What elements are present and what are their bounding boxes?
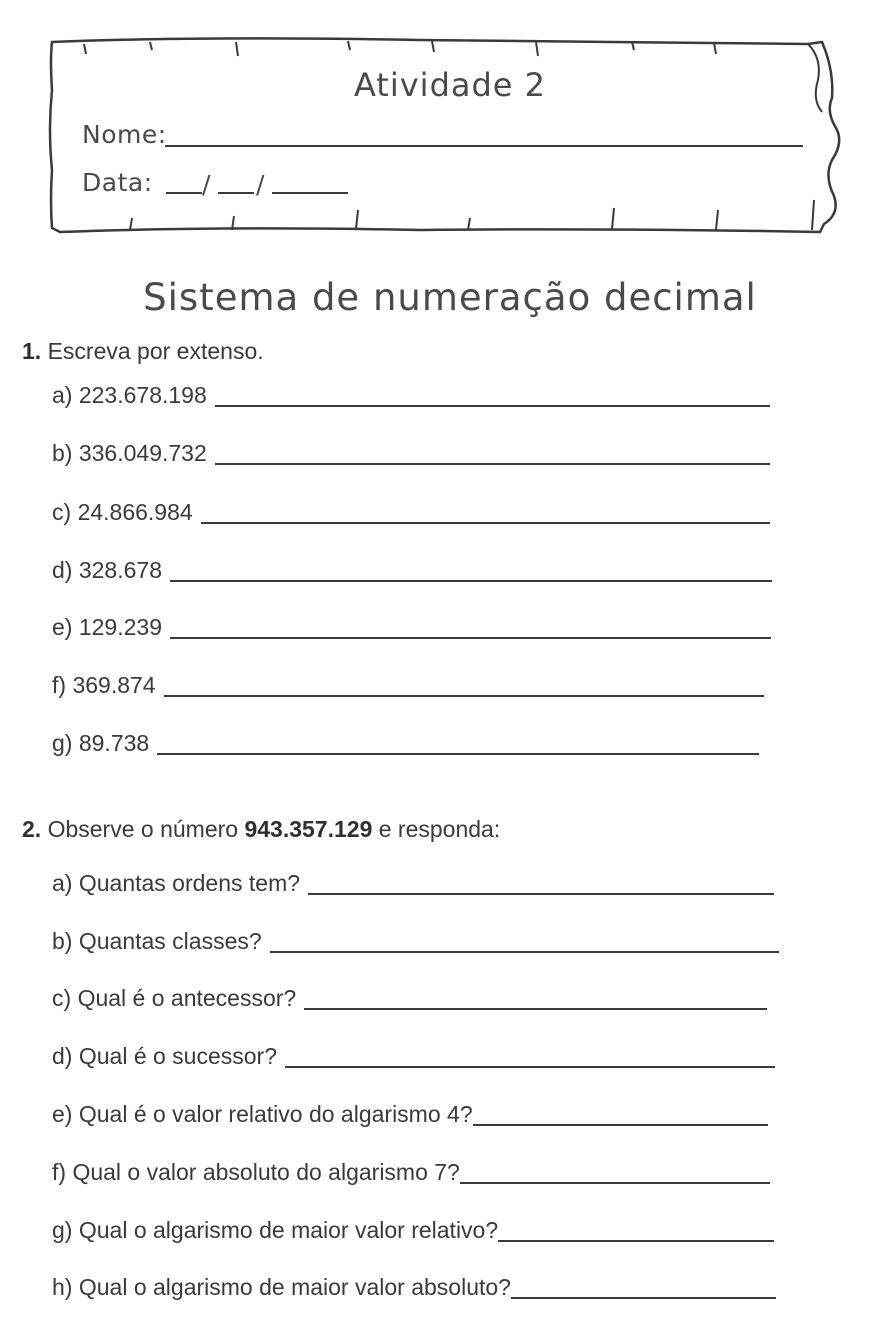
item-number: 328.678 (78, 557, 162, 583)
answer-item[interactable] (52, 985, 767, 1012)
date-year-field[interactable] (272, 192, 348, 194)
question-prompt: Escreva por extenso. (47, 338, 264, 364)
question-number: 1. (22, 338, 42, 364)
name-label: Nome: (82, 120, 167, 149)
item-letter: c) (52, 985, 72, 1011)
answer-line[interactable] (304, 1008, 767, 1010)
worksheet-title: Atividade 2 (353, 66, 547, 104)
item-question: Qual é o antecessor? (77, 985, 297, 1011)
answer-line[interactable] (308, 893, 774, 895)
item-letter: b) (52, 928, 73, 954)
item-question: Qual o valor absoluto do algarismo 7? (72, 1159, 460, 1185)
item-letter: g) (52, 730, 73, 756)
answer-item[interactable] (52, 440, 770, 467)
item-letter: e) (52, 1101, 73, 1127)
answer-item[interactable] (52, 672, 764, 699)
date-month-field[interactable] (218, 192, 254, 194)
answer-item[interactable] (52, 1274, 776, 1301)
answer-line[interactable] (498, 1240, 774, 1242)
item-number: 223.678.198 (78, 382, 207, 408)
item-number: 369.874 (72, 672, 156, 698)
answer-item[interactable] (52, 730, 759, 757)
answer-line[interactable] (157, 753, 759, 755)
item-question: Quantas ordens tem? (78, 870, 301, 896)
item-letter: f) (52, 1159, 67, 1185)
item-question: Qual é o valor relativo do algarismo 4? (78, 1101, 473, 1127)
answer-line[interactable] (170, 580, 772, 582)
highlighted-number: 943.357.129 (244, 816, 373, 842)
item-letter: c) (52, 499, 72, 525)
name-field[interactable] (165, 145, 803, 147)
question-1-heading (22, 338, 264, 365)
answer-item[interactable] (52, 614, 771, 641)
item-letter: e) (52, 614, 73, 640)
item-letter: f) (52, 672, 67, 698)
answer-line[interactable] (270, 951, 779, 953)
question-prompt-end: e responda: (378, 816, 501, 842)
item-letter: h) (52, 1274, 73, 1300)
item-question: Qual o algarismo de maior valor absoluto? (78, 1274, 511, 1300)
item-number: 336.049.732 (78, 440, 207, 466)
item-letter: d) (52, 1043, 73, 1069)
answer-line[interactable] (164, 695, 764, 697)
answer-item[interactable] (52, 499, 770, 526)
answer-item[interactable] (52, 928, 779, 955)
answer-line[interactable] (460, 1182, 770, 1184)
date-separator: / (202, 170, 211, 199)
answer-line[interactable] (285, 1066, 775, 1068)
item-letter: g) (52, 1217, 73, 1243)
answer-line[interactable] (511, 1297, 776, 1299)
item-number: 89.738 (78, 730, 150, 756)
question-number: 2. (22, 816, 42, 842)
answer-item[interactable] (52, 1043, 775, 1070)
item-letter: a) (52, 382, 73, 408)
answer-item[interactable] (52, 1159, 770, 1186)
item-letter: d) (52, 557, 73, 583)
item-question: Quantas classes? (78, 928, 262, 954)
answer-item[interactable] (52, 870, 774, 897)
question-2-heading (22, 816, 500, 843)
answer-line[interactable] (170, 637, 771, 639)
item-question: Qual é o sucessor? (78, 1043, 278, 1069)
date-separator: / (256, 170, 265, 199)
date-day-field[interactable] (166, 192, 202, 194)
answer-line[interactable] (473, 1124, 768, 1126)
answer-line[interactable] (215, 463, 770, 465)
answer-item[interactable] (52, 1101, 768, 1128)
answer-line[interactable] (201, 522, 770, 524)
item-number: 129.239 (78, 614, 162, 640)
item-number: 24.866.984 (77, 499, 193, 525)
date-label: Data: (82, 168, 153, 197)
answer-item[interactable] (52, 1217, 774, 1244)
main-title: Sistema de numeração decimal (143, 276, 757, 319)
answer-item[interactable] (52, 382, 770, 409)
item-question: Qual o algarismo de maior valor relativo? (78, 1217, 499, 1243)
item-letter: a) (52, 870, 73, 896)
answer-item[interactable] (52, 557, 772, 584)
answer-line[interactable] (215, 405, 770, 407)
item-letter: b) (52, 440, 73, 466)
question-prompt: Observe o número (47, 816, 239, 842)
